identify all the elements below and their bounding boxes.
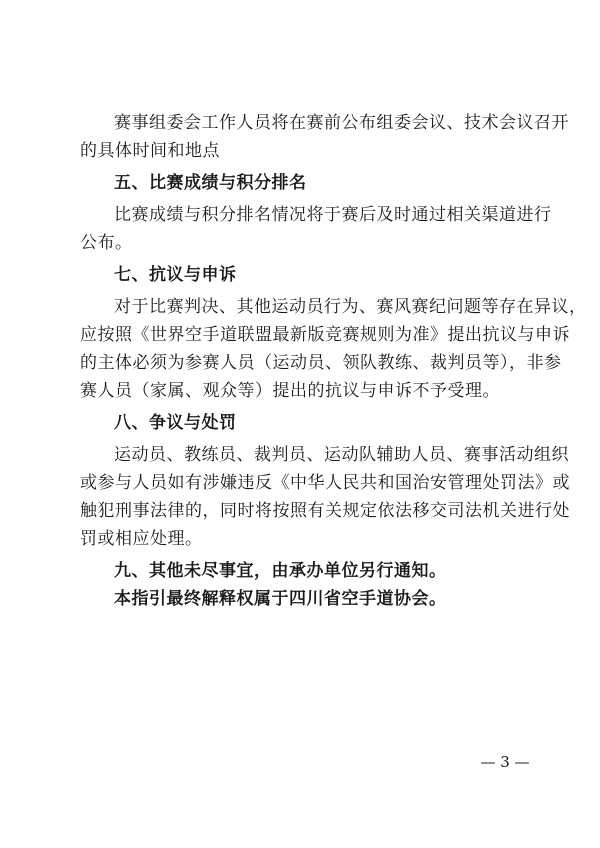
paragraph-line: 公布。 [80, 233, 133, 253]
section-heading-protest: 七、抗议与申诉 [114, 265, 237, 285]
paragraph-line: 的具体时间和地点 [80, 141, 220, 161]
paragraph-line: 应按照《世界空手道联盟最新版竞赛规则为准》提出抗议与申诉 [80, 325, 570, 345]
paragraph-line: 的主体必须为参赛人员（运动员、领队教练、裁判员等），非参 [80, 353, 562, 373]
paragraph-line: 罚或相应处理。 [80, 529, 203, 549]
paragraph-line: 运动员、教练员、裁判员、运动队辅助人员、赛事活动组织 [114, 445, 569, 465]
section-heading-other: 九、其他未尽事宜，由承办单位另行通知。 [114, 561, 447, 581]
paragraph-line: 或参与人员如有涉嫌违反《中华人民共和国治安管理处罚法》或 [80, 473, 570, 493]
interpretation-statement: 本指引最终解释权属于四川省空手道协会。 [114, 589, 447, 609]
section-heading-penalties: 八、争议与处罚 [114, 413, 237, 433]
paragraph-line: 对于比赛判决、其他运动员行为、赛风赛纪问题等存在异议， [114, 297, 587, 317]
paragraph-line: 触犯刑事法律的，同时将按照有关规定依法移交司法机关进行处 [80, 501, 570, 521]
page-number: — 3 — [480, 753, 530, 771]
paragraph-line: 赛人员（家属、观众等）提出的抗议与申诉不予受理。 [80, 381, 500, 401]
section-heading-results: 五、比赛成绩与积分排名 [114, 173, 307, 193]
paragraph-line: 赛事组委会工作人员将在赛前公布组委会议、技术会议召开 [114, 113, 569, 133]
paragraph-line: 比赛成绩与积分排名情况将于赛后及时通过相关渠道进行 [114, 205, 552, 225]
